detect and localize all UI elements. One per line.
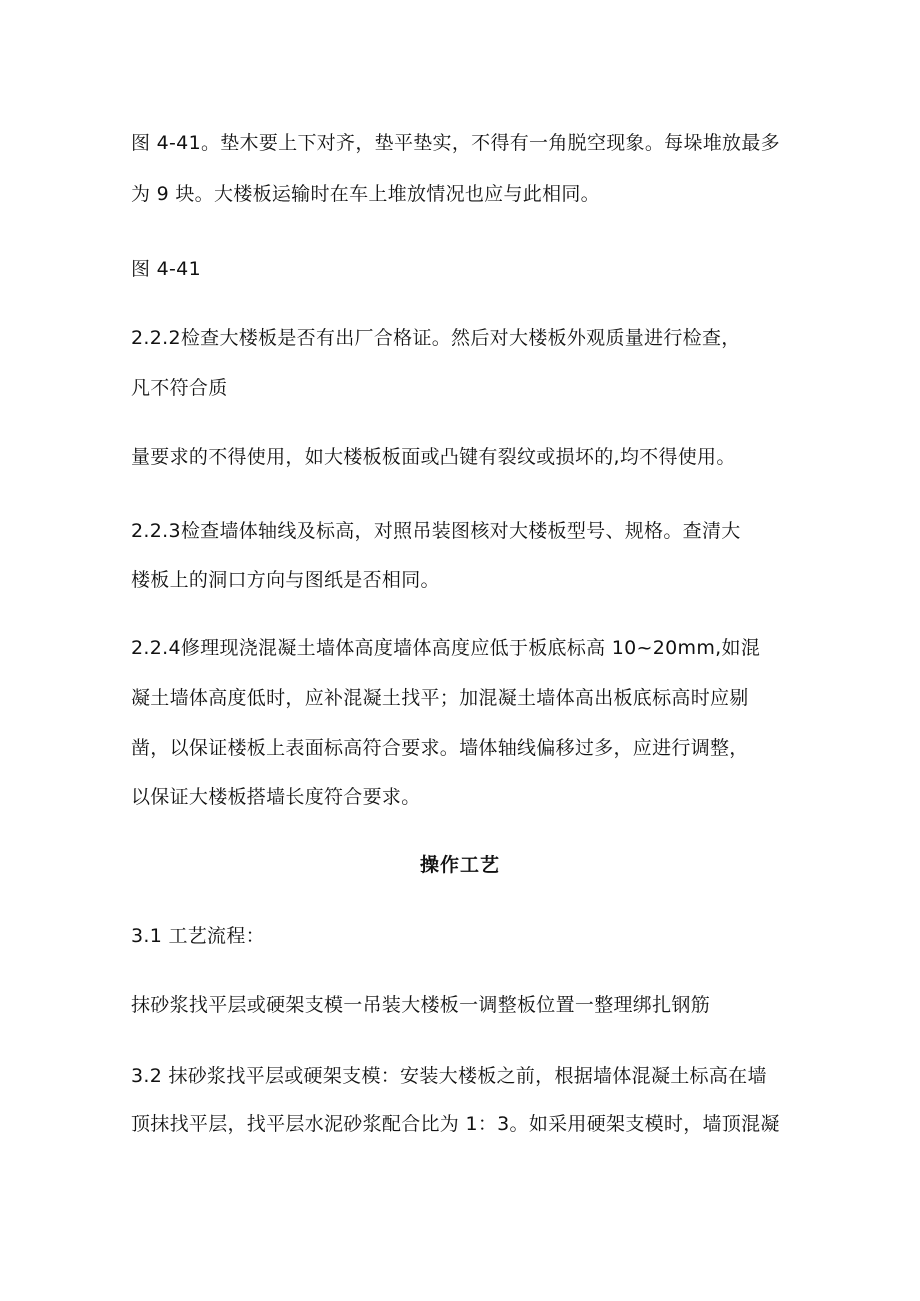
paragraph-line-8: 2.2.4修理现浇混凝土墙体高度墙体高度应低于板底标高 10~20mm,如混 xyxy=(131,637,761,659)
paragraph-line-10: 凿，以保证楼板上表面标高符合要求。墙体轴线偏移过多，应进行调整， xyxy=(131,737,749,759)
section-heading: 操作工艺 xyxy=(419,854,500,876)
paragraph-line-4: 凡不符合质 xyxy=(131,377,228,399)
paragraph-line-6: 2.2.3检查墙体轴线及标高，对照吊装图核对大楼板型号、规格。查清大 xyxy=(131,520,741,542)
paragraph-line-5: 量要求的不得使用，如大楼板板面或凸键有裂纹或损坏的,均不得使用。 xyxy=(131,446,736,468)
paragraph-line-12: 3.1 工艺流程： xyxy=(131,925,265,947)
paragraph-line-13: 抹砂浆找平层或硬架支模一吊装大楼板一调整板位置一整理绑扎钢筋 xyxy=(131,994,711,1016)
paragraph-line-15: 顶抹找平层，找平层水泥砂浆配合比为 1：3。如采用硬架支模时，墙顶混凝 xyxy=(131,1113,780,1135)
paragraph-line-1: 图 4-41。垫木要上下对齐，垫平垫实，不得有一角脱空现象。每垛堆放最多 xyxy=(131,132,780,154)
paragraph-line-9: 凝土墙体高度低时，应补混凝土找平；加混凝土墙体高出板底标高时应剔 xyxy=(131,687,749,709)
paragraph-line-11: 以保证大楼板搭墙长度符合要求。 xyxy=(131,786,421,808)
paragraph-line-3: 2.2.2检查大楼板是否有出厂合格证。然后对大楼板外观质量进行检查， xyxy=(131,327,741,349)
paragraph-line-2: 为 9 块。大楼板运输时在车上堆放情况也应与此相同。 xyxy=(131,183,600,205)
figure-caption: 图 4-41 xyxy=(131,258,201,280)
paragraph-line-7: 楼板上的洞口方向与图纸是否相同。 xyxy=(131,569,440,591)
paragraph-line-14: 3.2 抹砂浆找平层或硬架支模：安装大楼板之前，根据墙体混凝土标高在墙 xyxy=(131,1065,767,1087)
